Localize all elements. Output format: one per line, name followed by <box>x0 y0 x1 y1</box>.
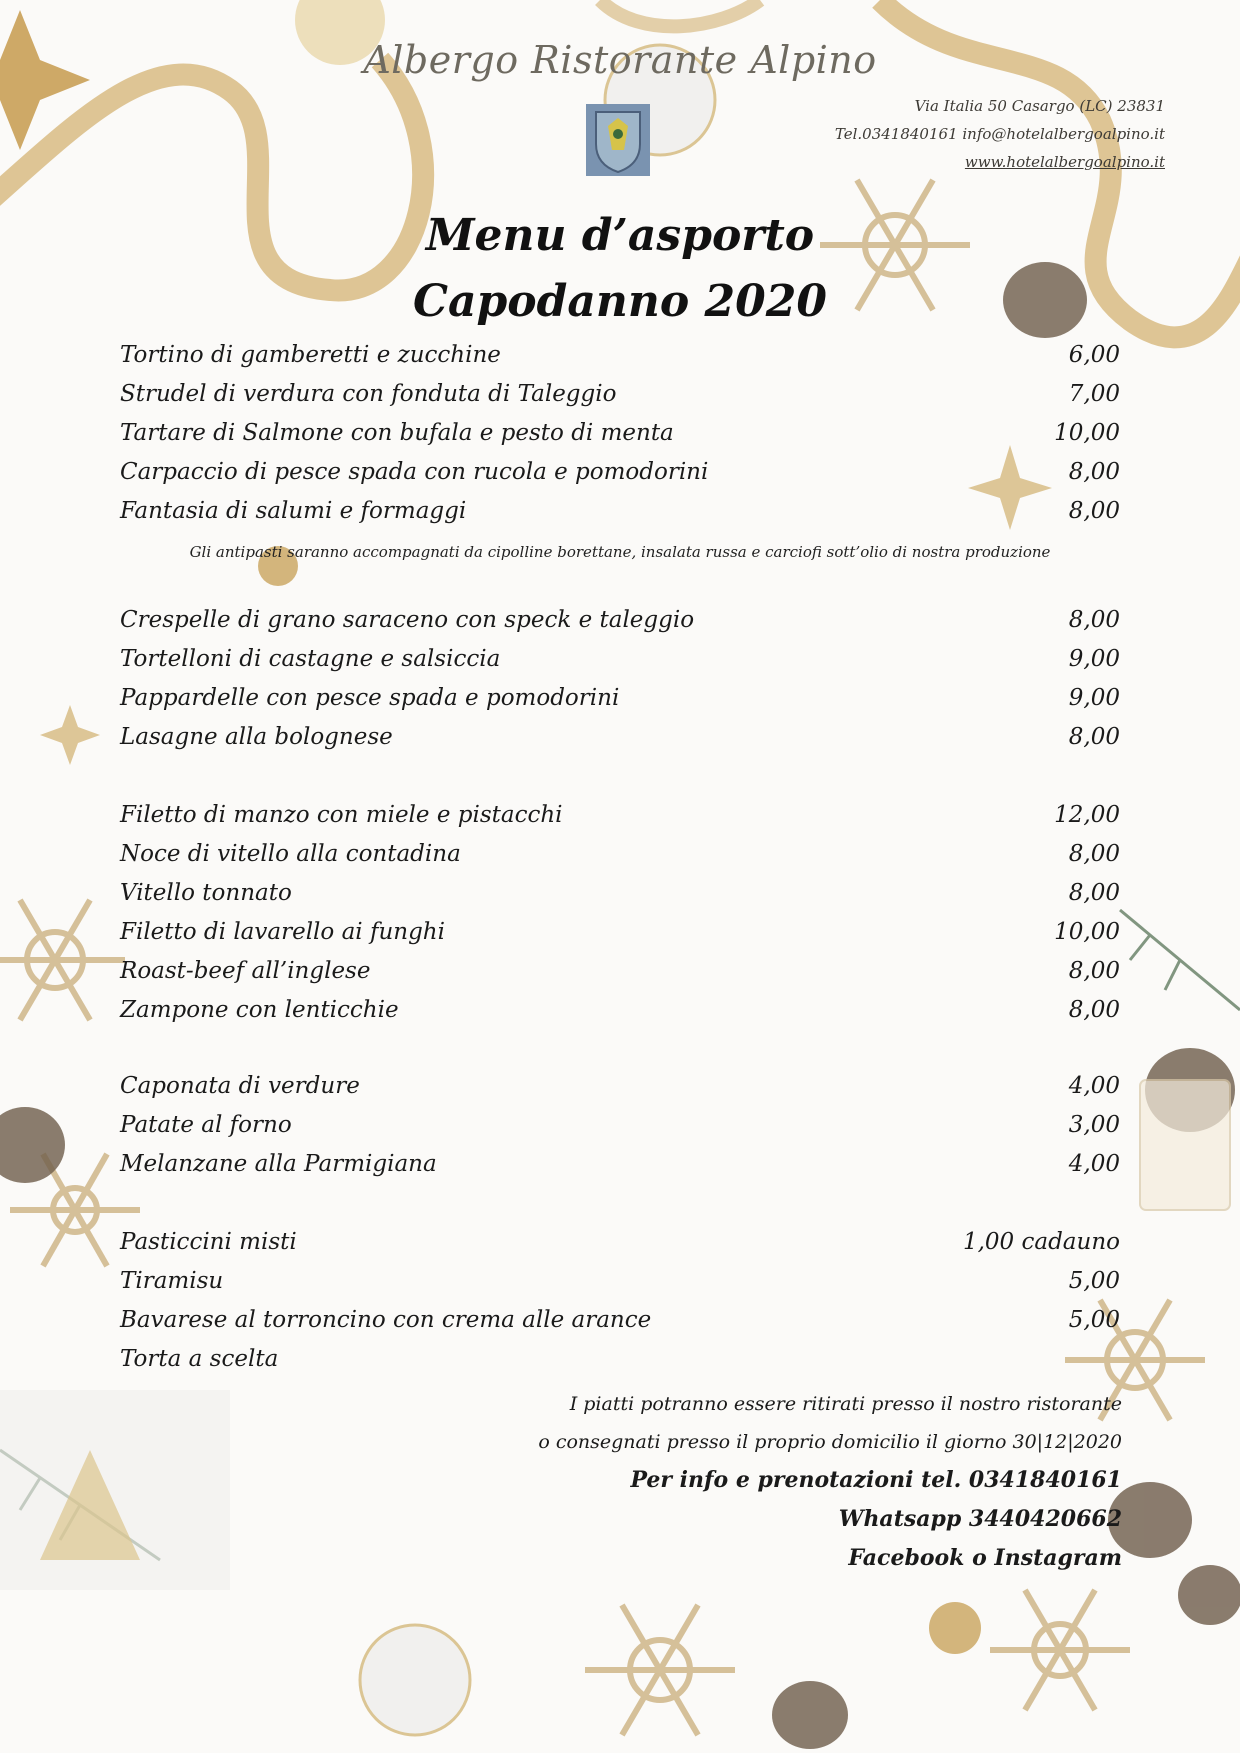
dish-name: Patate al forno <box>120 1112 292 1138</box>
dish-price: 8,00 <box>1068 997 1120 1023</box>
menu-item <box>120 342 1120 381</box>
dish-price: 8,00 <box>1068 724 1120 750</box>
footer-info <box>538 1385 1122 1578</box>
dish-price: 10,00 <box>1054 919 1120 945</box>
delivery-note: o consegnati presso il proprio domicilio il giorno 30|12|2020 <box>538 1431 1122 1453</box>
dish-price: 4,00 <box>1068 1073 1120 1099</box>
dish-name: Roast-beef all’inglese <box>120 958 371 984</box>
gold-star <box>40 705 100 765</box>
phone-email: Tel.0341840161 info@hotelalbergoalpino.it <box>834 125 1165 143</box>
dish-name: Tortino di gamberetti e zucchine <box>120 342 501 368</box>
dish-name: Pappardelle con pesce spada e pomodorini <box>120 685 620 711</box>
menu-item <box>120 919 1120 958</box>
menu-item <box>120 997 1120 1036</box>
antipasti-note: Gli antipasti saranno accompagnati da cipolline borettane, insalata russa e carciofi sott’olio di nostra produzione <box>189 543 1051 561</box>
dish-price: 1,00 cadauno <box>962 1229 1120 1255</box>
ornament-ball <box>929 1602 981 1654</box>
menu-item <box>120 1268 1120 1307</box>
dish-name: Fantasia di salumi e formaggi <box>120 498 467 524</box>
dish-price: 10,00 <box>1054 420 1120 446</box>
dish-price: 8,00 <box>1068 880 1120 906</box>
dish-price: 5,00 <box>1068 1307 1120 1333</box>
menu-item <box>120 1229 1120 1268</box>
gold-ribbon <box>600 0 760 26</box>
dish-name: Melanzane alla Parmigiana <box>120 1151 437 1177</box>
contact-info <box>835 92 1165 176</box>
dish-price: 9,00 <box>1068 685 1120 711</box>
gift-tag <box>1140 1080 1230 1210</box>
dish-name: Tartare di Salmone con bufala e pesto di menta <box>120 420 674 446</box>
dish-name: Caponata di verdure <box>120 1073 360 1099</box>
whatsapp-contact[interactable]: Whatsapp 3440420662 <box>838 1506 1122 1532</box>
dish-price: 5,00 <box>1068 1268 1120 1294</box>
menu-item <box>120 685 1120 724</box>
menu-item <box>120 1073 1120 1112</box>
menu-item <box>120 381 1120 420</box>
menu-subtitle: Capodanno 2020 <box>412 276 828 327</box>
menu-item <box>120 1346 1120 1385</box>
dish-name: Zampone con lenticchie <box>120 997 399 1023</box>
dish-price: 8,00 <box>1068 841 1120 867</box>
menu-item <box>120 459 1120 498</box>
restaurant-brand: Albergo Ristorante Alpino <box>363 38 877 82</box>
dish-name: Pasticcini misti <box>120 1229 297 1255</box>
dish-name: Filetto di manzo con miele e pistacchi <box>120 802 563 828</box>
dish-name: Noce di vitello alla contadina <box>120 841 461 867</box>
dish-name: Torta a scelta <box>120 1346 279 1372</box>
dish-name: Vitello tonnato <box>120 880 292 906</box>
menu-item <box>120 498 1120 537</box>
pickup-note: I piatti potranno essere ritirati presso il nostro ristorante <box>569 1393 1122 1415</box>
menu-item <box>120 841 1120 880</box>
booking-phone[interactable]: Per info e prenotazioni tel. 0341840161 <box>630 1467 1122 1493</box>
website-link[interactable]: www.hotelalbergoalpino.it <box>964 153 1165 171</box>
dish-name: Carpaccio di pesce spada con rucola e pomodorini <box>120 459 709 485</box>
dish-name: Crespelle di grano saraceno con speck e taleggio <box>120 607 695 633</box>
secondi-section <box>120 802 1120 1036</box>
menu-item <box>120 1151 1120 1190</box>
dish-price: 8,00 <box>1068 498 1120 524</box>
contorni-section <box>120 1073 1120 1190</box>
dish-price: 8,00 <box>1068 459 1120 485</box>
dish-price: 4,00 <box>1068 1151 1120 1177</box>
dish-price: 7,00 <box>1068 381 1120 407</box>
menu-item <box>120 880 1120 919</box>
ornament-ball <box>360 1625 470 1735</box>
dish-name: Strudel di verdura con fonduta di Taleggio <box>120 381 617 407</box>
menu-item <box>120 607 1120 646</box>
menu-item <box>120 646 1120 685</box>
dish-name: Bavarese al torroncino con crema alle arance <box>120 1307 652 1333</box>
menu-item <box>120 802 1120 841</box>
dish-name: Tiramisu <box>120 1268 224 1294</box>
social-contact[interactable]: Facebook o Instagram <box>848 1545 1122 1571</box>
antipasti-section <box>120 342 1120 537</box>
menu-item <box>120 1307 1120 1346</box>
dish-price: 8,00 <box>1068 607 1120 633</box>
dish-price: 12,00 <box>1054 802 1120 828</box>
dish-name: Filetto di lavarello ai funghi <box>120 919 445 945</box>
dish-price: 8,00 <box>1068 958 1120 984</box>
menu-item <box>120 1112 1120 1151</box>
menu-item <box>120 958 1120 997</box>
dish-price: 3,00 <box>1068 1112 1120 1138</box>
address: Via Italia 50 Casargo (LC) 23831 <box>914 97 1165 115</box>
menu-title: Menu d’asporto <box>425 210 815 261</box>
coat-of-arms-logo <box>586 104 650 176</box>
dish-price: 6,00 <box>1068 342 1120 368</box>
dish-price: 9,00 <box>1068 646 1120 672</box>
menu-item <box>120 420 1120 459</box>
menu-item <box>120 724 1120 763</box>
dolci-section <box>120 1229 1120 1385</box>
dish-name: Lasagne alla bolognese <box>120 724 393 750</box>
dish-name: Tortelloni di castagne e salsiccia <box>120 646 501 672</box>
primi-section <box>120 607 1120 763</box>
